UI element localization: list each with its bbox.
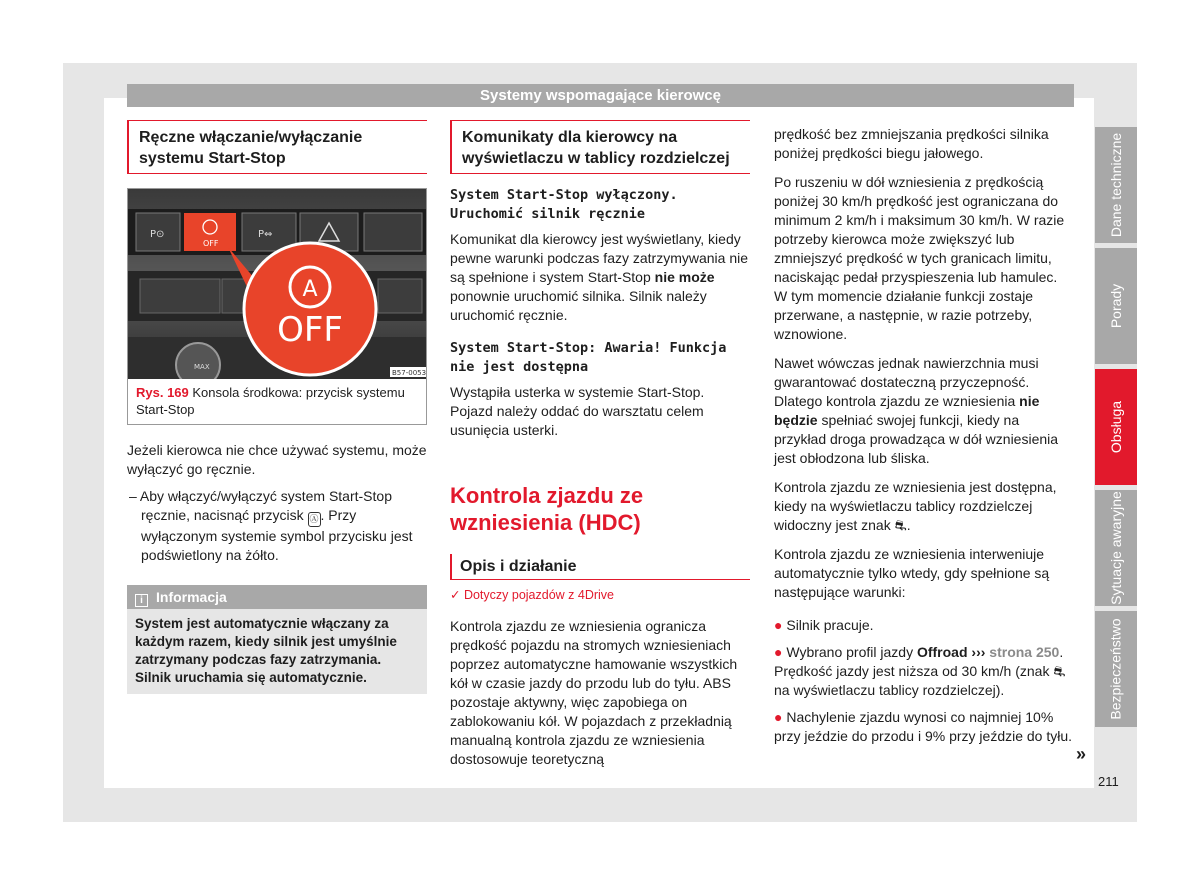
page-reference-link[interactable]: strona 250 <box>985 644 1060 660</box>
message-title-2: System Start-Stop: Awaria! Funkcja nie jest dostępna <box>450 340 727 375</box>
bullet-dot: ● <box>774 617 783 633</box>
start-stop-callout <box>244 243 376 375</box>
text-run: spełniać swojej funkcji, kiedy na przykład droga prowadząca w dół wzniesienia jest obłodzona lub śliska. <box>774 412 1059 466</box>
tab-sytuacje-awaryjne[interactable] <box>1095 490 1137 606</box>
figure-code: B57-0053 <box>392 369 426 377</box>
bullet-text: . Prędkość jazdy jest niższa od 30 km/h (znak <box>774 644 1064 679</box>
text-run: Nawet wówczas jednak nawierzchnia musi gwarantować dostateczną przyczepność. Dlatego kontrola zjazdu ze wzniesienia <box>774 355 1039 409</box>
bullet-dot: ● <box>774 644 783 660</box>
bullet-text: Silnik pracuje. <box>786 617 874 633</box>
start-stop-key-icon: Ⓐ <box>308 512 321 527</box>
section-heading-start-stop: Ręczne włączanie/wyłączanie systemu Start-Stop <box>127 120 427 174</box>
page-number: 211 <box>1098 774 1119 789</box>
message-title-1: System Start-Stop wyłączony. Uruchomić silnik ręcznie <box>450 187 678 222</box>
section-title-hdc: Kontrola zjazdu ze wzniesienia (HDC) <box>450 483 644 535</box>
sub-heading: Opis i działanie <box>450 554 750 580</box>
svg-text:A: A <box>302 277 318 302</box>
section-heading-messages: Komunikaty dla kierowcy na wyświetlaczu w tablicy rozdzielczej <box>450 120 750 174</box>
paragraph: Kontrola zjazdu ze wzniesienia ogranicza prędkość pojazdu na stromych wzniesieniach poprzez automatyczne hamowanie wszystkich kół w czasie jazdy do przodu lub do tyłu. ABS pozostaje aktywny, więc zapobiega on zablokowaniu kół. W pojazdach z przekładnią manualną kontrola zjazdu ze wzniesienia dostosowuje teoretyczną <box>450 618 738 767</box>
info-icon: i <box>135 594 148 607</box>
bullet-text: Nachylenie zjazdu wynosi co najmniej 10% przy jeździe do przodu i 9% przy jeździe do tyłu. <box>774 709 1073 744</box>
paragraph: Jeżeli kierowca nie chce używać systemu, może wyłączyć go ręcznie. <box>127 442 427 477</box>
tab-obsluga[interactable] <box>1095 369 1137 485</box>
paragraph <box>450 230 750 325</box>
column-3 <box>774 125 1074 746</box>
paragraph: Po ruszeniu w dół wzniesienia z prędkością poniżej 30 km/h prędkość jest ograniczana do minimum 2 km/h i maksimum 30 km/h. W razie potrzeby kierowca może zwiększyć lub zmniejszyć prędkość w tych granicach limitu, naciskając pedał przyspieszenia lub hamulec. W tym momencie działanie funkcji zostaje przerwane, a następnie, w razie potrzeby, wznowione. <box>774 174 1065 342</box>
bullet-item <box>774 708 1074 746</box>
max-label: MAX <box>194 363 210 371</box>
text-bold: nie będzie <box>774 393 1040 428</box>
chapter-header: Systemy wspomagające kierowcę <box>127 84 1074 107</box>
tab-label: Bezpieczeństwo <box>1108 618 1125 720</box>
text-run: Kontrola zjazdu ze wzniesienia jest dostępna, kiedy na wyświetlaczu tablicy rozdzielczej widoczny jest znak <box>774 479 1057 533</box>
column-1 <box>127 120 427 694</box>
text-run: Komunikat dla kierowcy jest wyświetlany, kiedy pewne warunki podczas fazy zatrzymywania nie są spełnione i system Start-Stop <box>450 231 749 285</box>
tab-label: Sytuacje awaryjne <box>1108 491 1124 605</box>
tab-porady[interactable] <box>1095 248 1137 364</box>
info-body: System jest automatycznie włączany za każdym razem, kiedy silnik jest umyślnie zatrzymany podczas fazy zatrzymania. Silnik uruchamia się automatycznie. <box>135 616 397 685</box>
instruction-text-end: . Przy wyłączonym systemie symbol przycisku jest podświetlony na żółto. <box>141 507 413 563</box>
info-header <box>127 585 427 609</box>
instruction-text: Aby włączyć/wyłączyć system Start-Stop ręcznie, nacisnąć przycisk <box>139 488 392 523</box>
paragraph: Kontrola zjazdu ze wzniesienia interweniuje automatycznie tylko wtedy, gdy spełnione są następujące warunki: <box>774 546 1050 600</box>
small-off-label: OFF <box>203 239 219 248</box>
tab-label: Dane techniczne <box>1108 132 1125 238</box>
applies-note: ✓ Dotyczy pojazdów z 4Drive <box>450 588 615 602</box>
tab-dane-techniczne[interactable] <box>1095 127 1137 243</box>
bullet-item <box>774 643 1074 700</box>
bullet-text: Wybrano profil jazdy <box>786 644 917 660</box>
paragraph <box>774 478 1074 535</box>
info-box <box>127 585 427 694</box>
hdc-icon: ⛐ <box>894 517 907 533</box>
figure-caption <box>128 379 426 424</box>
text-bold: nie może <box>654 269 715 285</box>
figure-caption-text: Konsola środkowa: przycisk systemu Start-Stop <box>136 385 405 417</box>
figure-label: Rys. 169 <box>136 385 189 400</box>
tab-label: Porady <box>1108 283 1125 329</box>
continue-marker: » <box>1076 744 1087 764</box>
reference-arrows: ››› <box>967 644 986 660</box>
text-run: ponownie uruchomić silnika. Silnik należy uruchomić ręcznie. <box>450 288 707 323</box>
paragraph: prędkość bez zmniejszania prędkości silnika poniżej prędkości biegu jałowego. <box>774 126 1049 161</box>
off-label: OFF <box>277 310 343 350</box>
tab-bezpieczenstwo[interactable] <box>1095 611 1137 727</box>
hdc-icon: ⛐ <box>1053 663 1066 679</box>
paragraph: Wystąpiła usterka w systemie Start-Stop. Pojazd należy oddać do warsztatu celem usunięcia usterki. <box>450 384 705 438</box>
paragraph <box>774 354 1074 468</box>
text-run: . <box>906 517 911 533</box>
bullet-item <box>774 616 1074 635</box>
instruction-item <box>127 487 427 565</box>
console-photo <box>128 189 426 379</box>
svg-text:P⊙: P⊙ <box>150 229 165 240</box>
svg-text:P⇔: P⇔ <box>258 229 273 240</box>
bullet-text: na wyświetlaczu tablicy rozdzielczej). <box>774 682 1005 698</box>
column-2 <box>450 120 750 769</box>
tab-label: Obsługa <box>1108 400 1124 454</box>
dash-marker: – <box>129 488 137 504</box>
figure-169 <box>127 188 427 425</box>
bullet-dot: ● <box>774 709 783 725</box>
text-bold: Offroad <box>916 644 968 660</box>
info-title: Informacja <box>156 589 227 605</box>
